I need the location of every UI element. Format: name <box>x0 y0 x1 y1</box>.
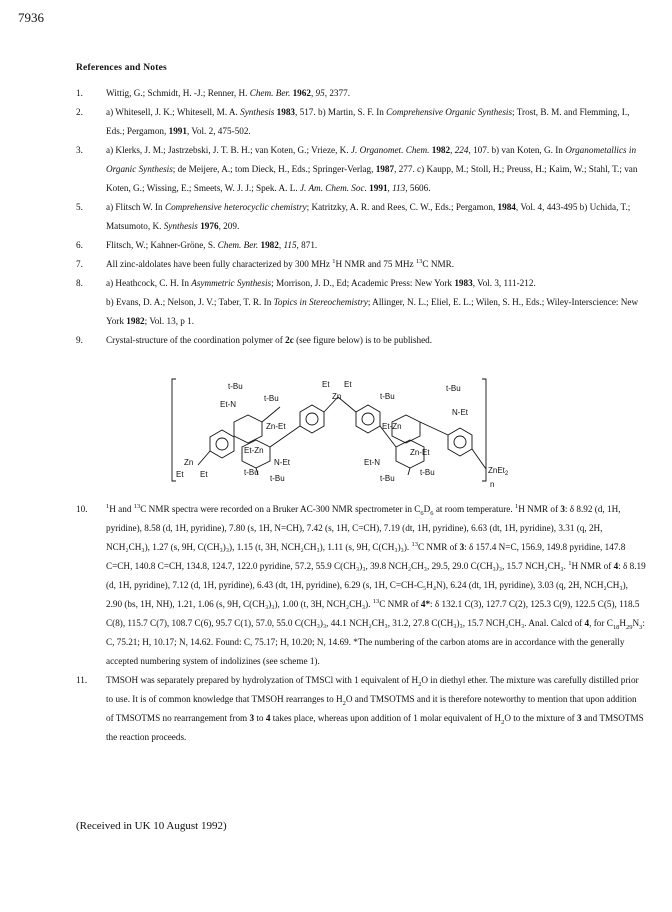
reference-text-run: 1983 <box>454 278 473 288</box>
reference-text <box>106 500 646 671</box>
reference-text-run: ; Vol. 13, p 1. <box>144 316 195 326</box>
reference-text-run: b) Evans, D. A.; Nelson, J. V.; Taber, T. R. In <box>106 297 274 307</box>
reference-text-run: Synthesis <box>163 221 198 231</box>
reference-text-run: Synthesis <box>240 107 275 117</box>
reference-text-run: 4* <box>420 599 431 609</box>
pyridine-ring-center-left <box>300 405 324 433</box>
reference-text-run: TMSOH was separately prepared by hydrolyzation of TMSCl with 1 equivalent of H <box>106 675 419 685</box>
reference-text <box>106 84 646 103</box>
reference-text-run: 1962 <box>290 88 311 98</box>
label-tbu: t-Bu <box>270 474 285 483</box>
reference-text-run: Chem. Ber. <box>249 88 291 98</box>
reference-text-run: Asymmetric Synthesis <box>191 278 272 288</box>
reference-number: 7. <box>76 259 83 269</box>
reference-text-run: H NMR and 75 MHz <box>335 259 416 269</box>
reference-text-run: ; Allinger, N. L.; Eliel, E. L.; Wilen, S. H., Eds.; Wiley-Interscience: New York <box>106 297 639 326</box>
reference-text-run: 1 <box>568 559 572 567</box>
reference-text-run: a) Klerks, J. M.; Jastrzebski, J. T. B. H.; van Koten, G.; Vrieze, K. <box>106 145 349 155</box>
pyridine-ring-right <box>448 428 472 456</box>
reference-text-run: All zinc-aldolates have been fully characterized by 300 MHz <box>106 259 333 269</box>
reference-text-run: , 5606. <box>405 183 431 193</box>
reference-text-run: Topics in Stereochemistry <box>273 297 368 307</box>
pyridine-ring-center-right <box>356 405 380 433</box>
reference-text-run: 1991 <box>168 126 187 136</box>
reference-text-run: 13 <box>415 257 423 265</box>
reference-text-run: and TMSOTMS the reaction proceeds. <box>106 713 644 742</box>
label-tbu: t-Bu <box>264 394 279 403</box>
reference-text-run: , <box>310 88 316 98</box>
reference-text-run: 1 <box>332 257 336 265</box>
reference-item <box>76 671 646 747</box>
reference-text-run: O in diethyl ether. The mixture was carefully distilled prior to use. It is of common knowledge that TMSOH rearranges to H <box>106 675 639 704</box>
reference-text-run: ; Katritzky, A. R. and Rees, C. W., Eds.; Pergamon, <box>306 202 498 212</box>
reference-text-run: ; Morrison, J. D., Ed; Academic Press: New York <box>271 278 455 288</box>
reference-text-run: H NMR of <box>571 561 614 571</box>
reference-number: 1. <box>76 88 83 98</box>
label-zn: Zn <box>184 458 194 467</box>
reference-text-run: : δ 8.19 (d, 1H, pyridine), 7.12 (d, 1H, pyridine), 6.43 (dt, 1H, pyridine), 6.29 (s, 1H, C=CH-C₅H₄N), 6.24 (dt, 1H, pyridine), 3.03 (q, 2H, NCH₂CH₃), 2.90 (bs, 1H, NH), 1.21, 1.06 (s, 9H, C(CH₃)₃), 1.00 (t, 3H, NCH₂CH₃). <box>106 561 646 609</box>
reference-text-run: O to the mixture of <box>504 713 578 723</box>
reference-text-run: Wittig, G.; Schmidt, H. -J.; Renner, H. <box>106 88 250 98</box>
label-et: Et <box>176 470 184 479</box>
references-heading: References and Notes <box>76 63 167 73</box>
label-zn-et: Zn-Et <box>410 448 430 457</box>
pyridine-ring-left <box>210 430 234 458</box>
reference-text-run: , <box>278 240 284 250</box>
reference-text <box>106 274 646 331</box>
reference-text-run: , 2377. <box>324 88 350 98</box>
label-et: Et <box>200 470 208 479</box>
reference-text-run: a) Flitsch W. In <box>106 202 165 212</box>
reference-text-run: 224 <box>454 145 469 155</box>
label-tbu: t-Bu <box>228 382 243 391</box>
reference-text-run: , 277. c) Kaupp, M.; Stoll, H.; Preuss, H.; Kaim, W.; Stahl, T.; van Koten, G.; Wissing, E.; Smeets, W. J. J.; Spek. A. L. <box>106 164 638 193</box>
label-zn: Zn <box>332 392 342 401</box>
reference-text-run: 1991 <box>366 183 388 193</box>
reference-text-run: 1982 <box>258 240 279 250</box>
reference-text-run: , <box>450 145 455 155</box>
reference-text <box>106 331 646 350</box>
reference-text-run: 13 <box>411 540 418 548</box>
reference-text-run: a) Heathcock, C. H. In <box>106 278 192 288</box>
reference-text <box>106 236 646 255</box>
label-tbu: t-Bu <box>380 392 395 401</box>
reference-text-run: , <box>387 183 393 193</box>
label-tbu: t-Bu <box>244 468 259 477</box>
label-zn-et2: ZnEt$_2$ <box>488 466 509 477</box>
zinc-ring-upper-left <box>234 415 262 443</box>
reference-text-run: H and <box>109 504 134 514</box>
reference-text-run: H NMR of <box>518 504 561 514</box>
reference-text-run: 18 <box>612 623 620 631</box>
reference-text <box>106 141 646 198</box>
reference-text-run: to <box>254 713 266 723</box>
reference-text-run: 95 <box>315 88 325 98</box>
reference-number: 5. <box>76 202 83 212</box>
reference-item <box>76 255 646 274</box>
reference-number: 9. <box>76 335 83 345</box>
left-bracket <box>172 379 176 481</box>
reference-number: 3. <box>76 145 83 155</box>
reference-text-run: : δ 132.1 C(3), 127.7 C(2), 125.3 C(9), 122.5 C(5), 118.5 C(8), 115.7 C(7), 108.7 C(6), 95.7 C(1), 57.0, 55.0 C(CH₃)₃, 44.1 NCH₂CH₃, 31.2, 27.8 C(CH₃)₃, 15.7 NCH₂CH₃. Anal. Calcd of <box>106 599 640 628</box>
label-tbu: t-Bu <box>420 468 435 477</box>
reference-item <box>76 198 646 236</box>
reference-text-run: Crystal-structure of the coordination polymer of <box>106 335 286 345</box>
reference-text-run: : δ 157.4 N=C, 156.9, 149.8 pyridine, 147.8 C=CH, 140.8 C=CH, 134.8, 124.7, 122.0 pyridine, 57.2, 55.9 C(CH₃)₃, 39.8 NCH₂CH₃, 29.5, 29.0 C(CH₃)₃, 15.7 NCH₂CH₃. <box>106 542 626 571</box>
reference-text-run: 113 <box>392 183 406 193</box>
crystal-structure-figure <box>170 377 520 487</box>
reference-text-run: Flitsch, W.; Kahner-Gröne, S. <box>106 240 218 250</box>
label-subscript-n: n <box>490 480 495 487</box>
reference-text-run: (see figure below) is to be published. <box>293 335 433 345</box>
reference-item <box>76 500 646 671</box>
label-et-zn: Et-Zn <box>244 446 264 455</box>
reference-number: 11. <box>76 675 88 685</box>
reference-text-run: 1987 <box>375 164 395 174</box>
label-et-zn: Et-Zn <box>382 422 402 431</box>
reference-text-run: 3 <box>639 623 643 631</box>
reference-item <box>76 84 646 103</box>
reference-text-run: 1983 <box>274 107 296 117</box>
reference-text-run: 1976 <box>197 221 219 231</box>
references-list <box>76 84 646 350</box>
reference-text-run: 3 <box>249 713 255 723</box>
reference-text-run: 6 <box>430 509 434 517</box>
reference-text-run: 2 <box>501 718 505 726</box>
received-date: (Received in UK 10 August 1992) <box>76 820 227 832</box>
reference-text-run: Comprehensive Organic Synthesis <box>386 107 513 117</box>
reference-text-run: 2 <box>418 680 422 688</box>
reference-item <box>76 274 646 331</box>
reference-text-run: 13 <box>372 597 380 605</box>
reference-text-run: at room temperature. <box>433 504 515 514</box>
reference-text-run: 2 <box>342 699 346 707</box>
reference-item <box>76 103 646 141</box>
label-n-et: N-Et <box>274 458 290 467</box>
label-n-et: N-Et <box>452 408 468 417</box>
reference-text-run: ; de Meijere, A.; tom Dieck, H., Eds.; Springer-Verlag, <box>172 164 376 174</box>
label-tbu: t-Bu <box>380 474 395 483</box>
reference-number: 10. <box>76 504 88 514</box>
reference-text-run: 1 <box>106 502 110 510</box>
reference-text-run: , 209. <box>218 221 240 231</box>
reference-text-run: , Vol. 4, 443-495 b) Uchida, T.; Matsumoto, K. <box>106 202 631 231</box>
reference-text-run: , 871. <box>296 240 318 250</box>
reference-text-run: 29 <box>626 623 633 631</box>
reference-text-run: 2c <box>285 335 294 345</box>
reference-text-run: 115 <box>283 240 297 250</box>
reference-item <box>76 141 646 198</box>
label-et-n: Et-N <box>220 400 236 409</box>
reference-item <box>76 236 646 255</box>
reference-text-run: , Vol. 3, 111-212. <box>472 278 536 288</box>
references-list-continued <box>76 500 646 747</box>
reference-number: 8. <box>76 278 83 288</box>
reference-text-run: 1984 <box>497 202 516 212</box>
reference-text-run: C NMR. <box>422 259 455 269</box>
reference-text-run: O and TMSOTMS and it is therefore noteworthy to mention that upon addition of TMSOTMS no rearrangement from <box>106 694 637 723</box>
reference-text-run: C NMR of <box>379 599 421 609</box>
label-tbu: t-Bu <box>446 384 461 393</box>
reference-text-run: 1 <box>514 502 519 510</box>
reference-text-run: 3 <box>560 504 565 514</box>
label-et-n: Et-N <box>364 458 380 467</box>
reference-text-run: : C, 75.21; H, 10.17; N, 14.62. Found: C, 75.17; H, 10.20; N, 14.69. *The numbering of the carbon atoms are in accordance with the generally accepted numbering system of indolizines (see scheme 1). <box>106 618 645 666</box>
reference-text-run: J. Organomet. Chem. <box>348 145 430 155</box>
reference-text-run: , Vol. 2, 475-502. <box>186 126 251 136</box>
reference-text-run: 6 <box>420 509 424 517</box>
reference-text <box>106 198 646 236</box>
reference-text-run: , for C <box>589 618 613 628</box>
reference-text-run: C NMR of <box>418 542 460 552</box>
reference-text-run: 4 <box>265 713 271 723</box>
reference-text-run: , 517. b) Martin, S. F. In <box>295 107 387 117</box>
reference-text-run: 4 <box>613 561 619 571</box>
reference-text-run: : δ 8.92 (d, 1H, pyridine), 8.58 (d, 1H, pyridine), 7.80 (s, 1H, N=CH), 7.42 (s, 1H, C=CH), 7.19 (dt, 1H, pyridine), 6.63 (dt, 1H, pyridine), 3.31 (q, 2H, NCH₂CH₃), 1.27 (s, 9H, C(CH₃)₃), 1.15 (t, 3H, NCH₂CH₃), 1.11 (s, 9H, C(CH₃)₃). <box>106 504 621 552</box>
reference-text-run: C NMR spectra were recorded on a Bruker AC-300 NMR spectrometer in C <box>140 504 421 514</box>
reference-text-run: Organometallics in Organic Synthesis <box>106 145 637 174</box>
reference-text-run: 13 <box>133 502 141 510</box>
reference-text <box>106 255 646 274</box>
reference-number: 6. <box>76 240 83 250</box>
reference-text-run: H <box>619 618 626 628</box>
reference-text-run: 1982 <box>429 145 451 155</box>
reference-text-run: J. Am. Chem. Soc. <box>299 183 367 193</box>
reference-text-run: Comprehensive heterocyclic chemistry <box>164 202 307 212</box>
reference-text-run: takes place, whereas upon addition of 1 molar equivalent of H <box>270 713 502 723</box>
reference-text-run: ; Trost, B. M. and Flemming, I., Eds.; Pergamon, <box>106 107 630 136</box>
reference-text-run: D <box>423 504 431 514</box>
reference-text-run: N <box>632 618 640 628</box>
reference-text <box>106 671 646 747</box>
reference-text-run: 3 <box>459 542 465 552</box>
reference-item <box>76 331 646 350</box>
reference-number: 2. <box>76 107 83 117</box>
label-et: Et <box>344 380 352 389</box>
page-number: 7936 <box>18 10 44 25</box>
reference-text <box>106 103 646 141</box>
reference-text-run: Chem. Ber. <box>217 240 259 250</box>
reference-text-run: , 107. b) van Koten, G. In <box>468 145 566 155</box>
reference-text-run: 1982 <box>126 316 145 326</box>
reference-text-run: 3 <box>577 713 582 723</box>
reference-text-run: a) Whitesell, J. K.; Whitesell, M. A. <box>106 107 241 117</box>
label-zn-et: Zn-Et <box>266 422 286 431</box>
label-et: Et <box>322 380 330 389</box>
reference-text-run: 4 <box>584 618 590 628</box>
